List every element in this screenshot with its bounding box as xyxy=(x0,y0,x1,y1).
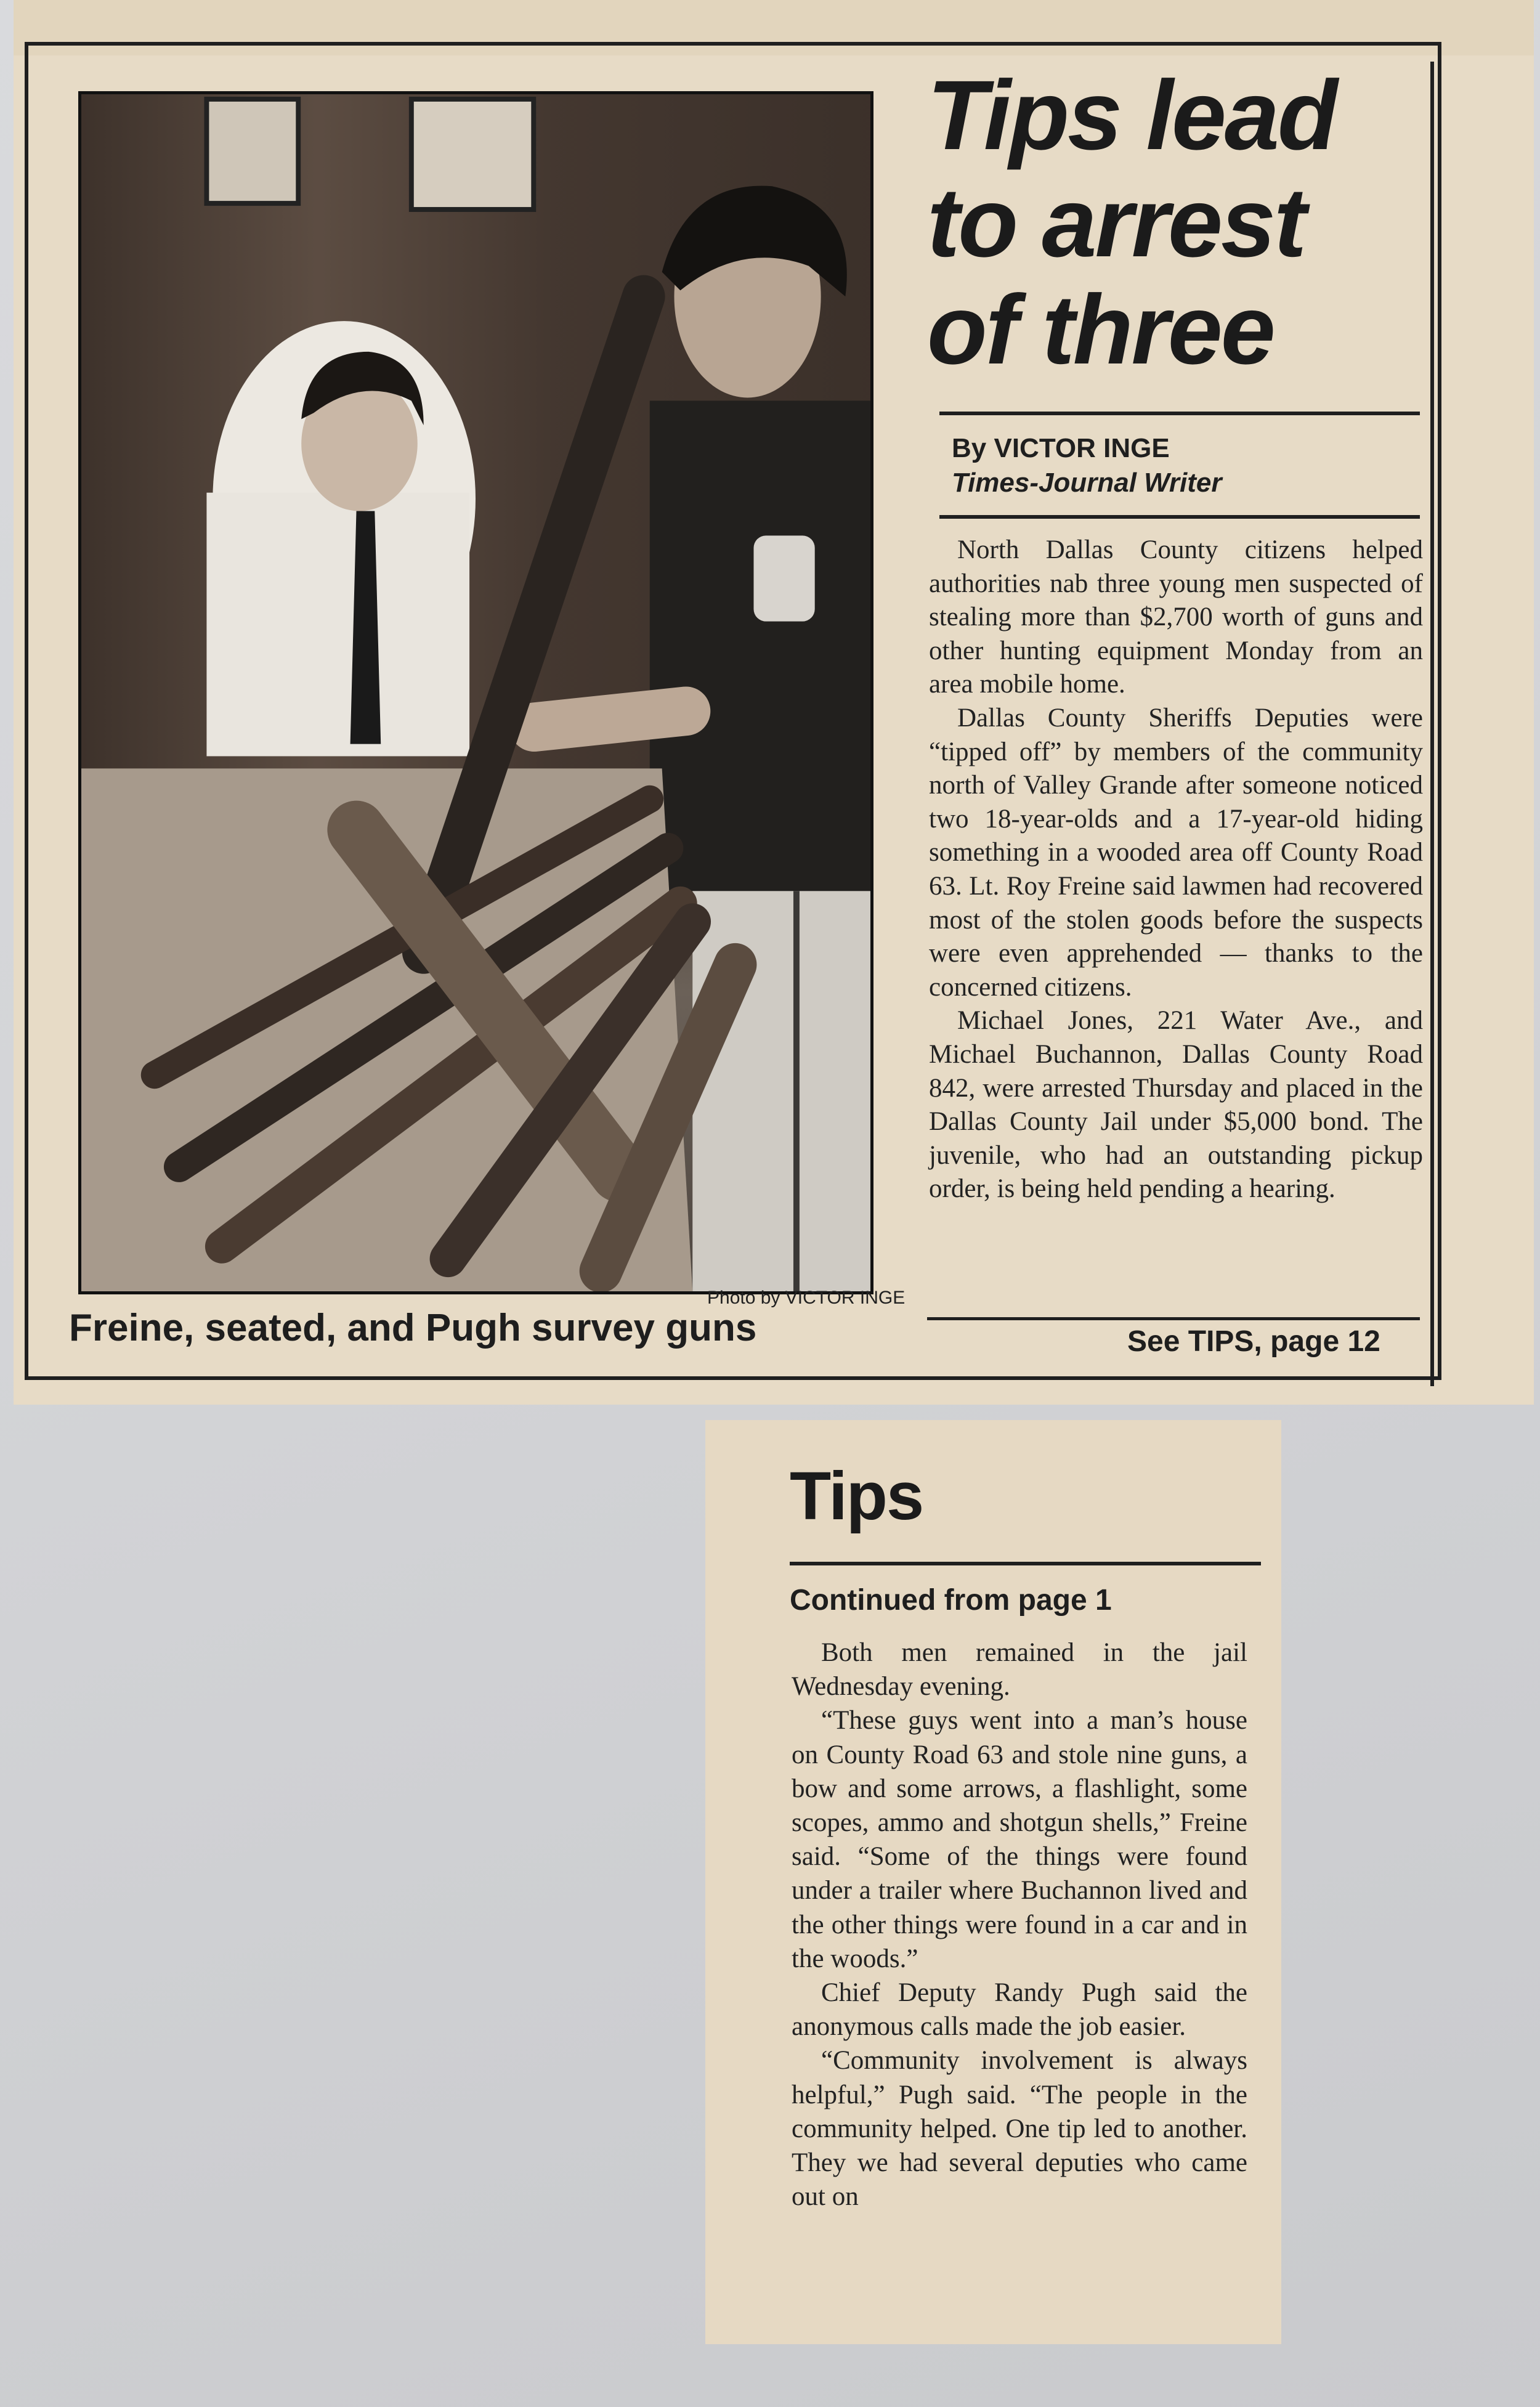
jump-rule xyxy=(927,1317,1420,1320)
photo-credit: Photo by VICTOR INGE xyxy=(707,1288,906,1308)
photo-caption: Freine, seated, and Pugh survey guns xyxy=(69,1307,757,1349)
continuation-paragraph: Chief Deputy Randy Pugh said the anonymous calls made the job easier. xyxy=(792,1978,1247,2042)
headline-rule xyxy=(939,412,1420,415)
photo-illustration xyxy=(81,94,870,1291)
continuation-paragraph: “These guys went into a man’s house on County Road 63 and stole nine guns, a bow and some arrows, a flashlight, some scopes, ammo and shotgun shells,” Freine said. “Some of the things were found under a trailer where Buchannon lived and the other things were found in a car and in the woods.” xyxy=(792,1706,1247,1973)
article-paragraph: North Dallas County citizens helped authorities nab three young men suspected of stealing more than $2,700 worth of guns and other hunting equipment Monday from an area mobile home. xyxy=(929,535,1423,699)
byline xyxy=(952,431,1222,500)
byline-rule xyxy=(939,515,1420,519)
news-photo xyxy=(78,91,873,1294)
continuation-paragraph: Both men remained in the jail Wednesday evening. xyxy=(792,1638,1247,1702)
byline-name: By VICTOR INGE xyxy=(952,433,1170,463)
continuation-body xyxy=(792,1636,1247,2214)
continuation-paragraph: “Community involvement is always helpful,” Pugh said. “The people in the community helped. One tip led to another. They we had several deputies who came out on xyxy=(792,2046,1247,2212)
continued-from: Continued from page 1 xyxy=(790,1584,1112,1617)
continuation-rule xyxy=(790,1562,1261,1565)
headline-line-3: of three xyxy=(927,274,1274,384)
frame-right-rule xyxy=(1430,62,1434,1386)
article-paragraph: Dallas County Sheriffs Deputies were “tipped off” by members of the community north of Valley Grande after someone noticed two 18-year-olds and a 17-year-old hiding something in a wooded area off County Road 63. Lt. Roy Freine said lawmen had recovered most of the stolen goods before the suspects were even apprehended — thanks to the concerned citizens. xyxy=(929,703,1423,1002)
headline xyxy=(927,62,1420,383)
headline-line-1: Tips lead xyxy=(927,60,1336,170)
byline-role: Times-Journal Writer xyxy=(952,468,1222,498)
headline-line-2: to arrest xyxy=(927,167,1305,277)
jump-line: See TIPS, page 12 xyxy=(1127,1325,1380,1358)
article-body xyxy=(929,534,1423,1206)
article-paragraph: Michael Jones, 221 Water Ave., and Michael Buchannon, Dallas County Road 842, were arrested Thursday and placed in the Dallas County Jail under $5,000 bond. The juvenile, who had an outstanding pickup order, is being held pending a hearing. xyxy=(929,1006,1423,1204)
continuation-headline: Tips xyxy=(790,1458,923,1534)
